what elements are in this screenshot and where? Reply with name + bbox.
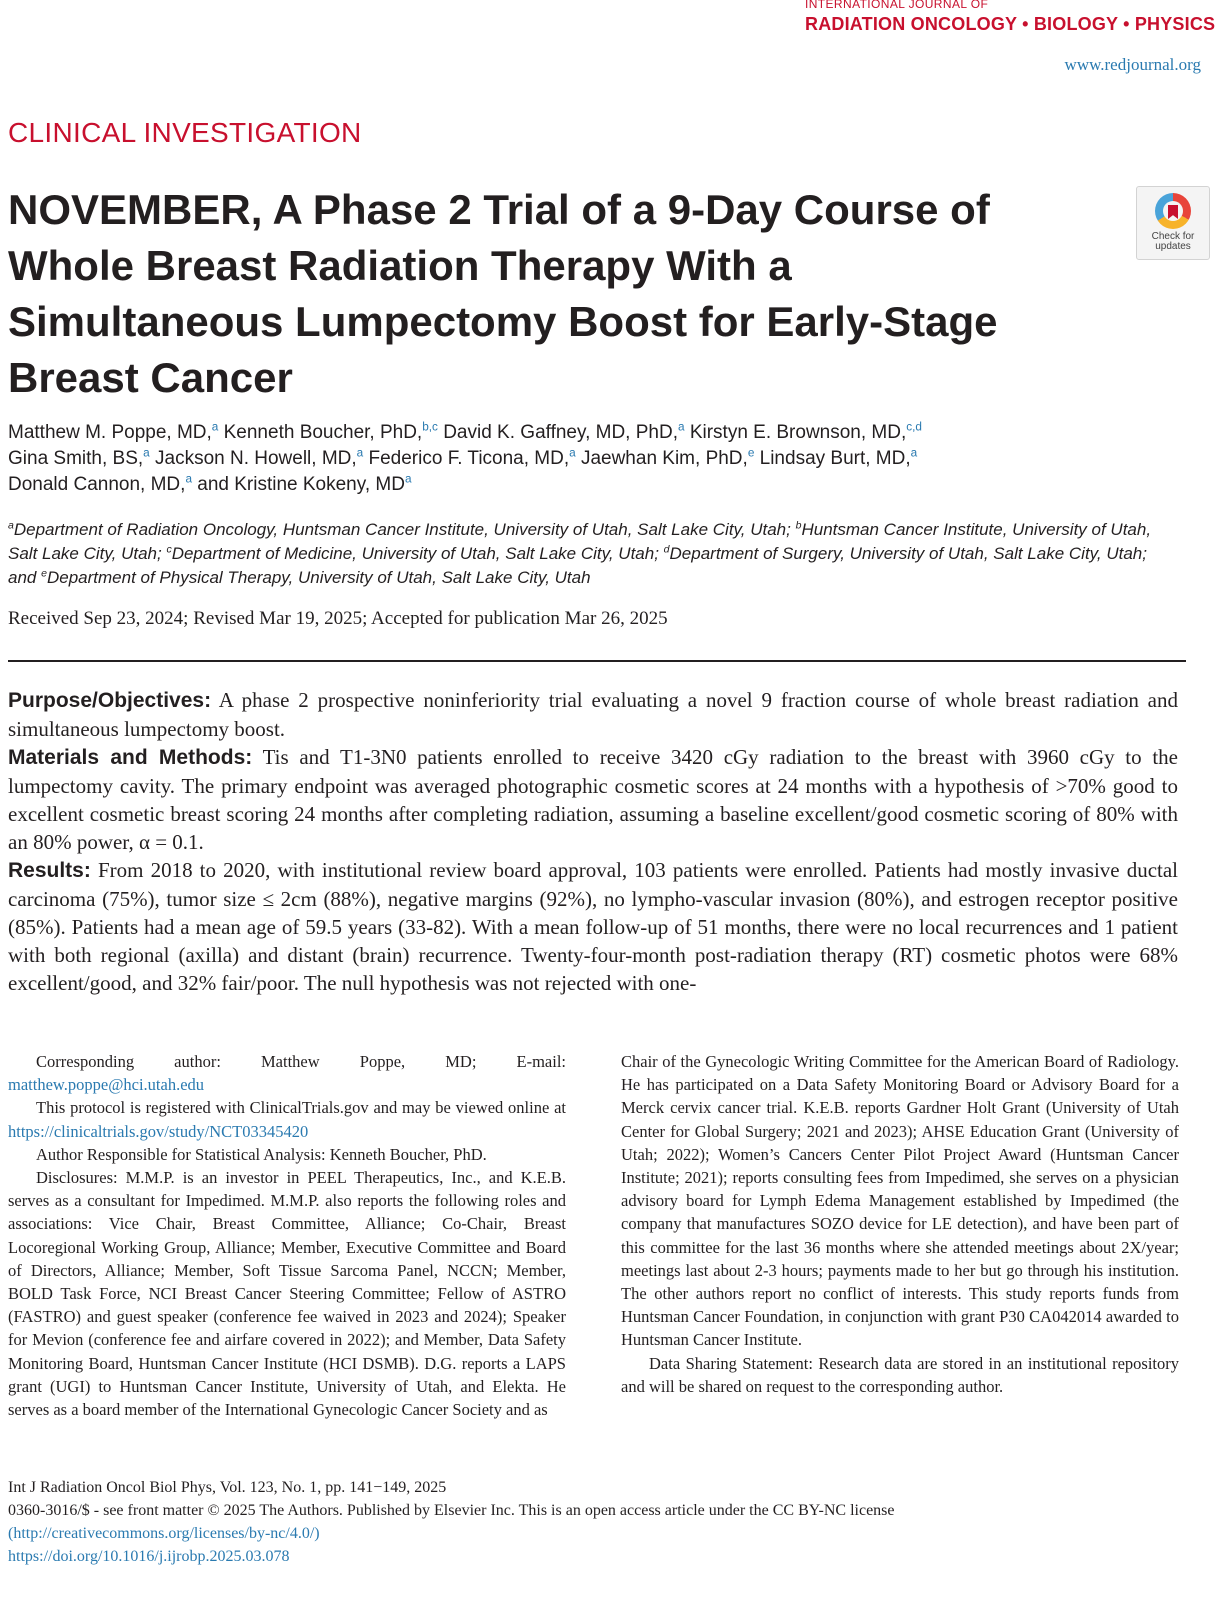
license-text: 0360-3016/$ - see front matter © 2025 The Authors. Published by Elsevier Inc. This is an open access article under the CC BY-NC license — [8, 1502, 895, 1519]
author — [443, 422, 684, 443]
purpose-text: A phase 2 prospective noninferiority trial evaluating a novel 9 fraction course of whole breast radiation and simultaneous lumpectomy boost. — [8, 688, 1178, 741]
disclosures-note: Disclosures: M.M.P. is an investor in PEEL Therapeutics, Inc., and K.E.B. serves as a consultant for Impedimed. M.M.P. also reports the following roles and associations: Vice Chair, Breast Committee, Alliance; Co-Chair, Breast Locoregional Working Group, Alliance; Member, Executive Committee and Board of Directors, Alliance; Member, Soft Tissue Sarcoma Panel, NCCN; Member, BOLD Task Force, NCI Breast Cancer Steering Committee; Fellow of ASTRO (FASTRO) and guest speaker (conference fee waived in 2023 and 2024); Speaker for Mevion (conference fee and airfare covered in 2022); and Member, Data Safety Monitoring Board, Huntsman Cancer Institute (HCI DSMB). D.G. reports a LAPS grant (UGI) to Huntsman Cancer Institute, University of Utah, and Elekta. He serves as a board member of the International Gynecologic Cancer Society and as — [8, 1168, 566, 1420]
results-text: From 2018 to 2020, with institutional review board approval, 103 patients were enrolled. Patients had mostly invasive ductal carcinoma (75%), tumor size ≤ 2cm (88%), negative margins (92%), no lympho-vascular invasion (80%), and estrogen receptor positive (85%). Patients had a mean age of 59.5 years (33-82). With a mean follow-up of 51 months, there were no local recurrences and 1 patient with both regional (axilla) and distant (brain) recurrence. Twenty-four-month post-radiation therapy (RT) cosmetic photos were 68% excellent/good, and 32% fair/poor. The null hypothesis was not rejected with one- — [8, 858, 1179, 995]
affiliation-marker[interactable]: a — [356, 446, 364, 460]
journal-website-link[interactable]: www.redjournal.org — [1064, 55, 1201, 74]
affiliation-mark: b — [795, 519, 802, 532]
author — [8, 422, 218, 443]
affiliation — [41, 568, 590, 587]
affiliation — [166, 544, 659, 563]
affiliation-mark: c — [166, 543, 172, 556]
author — [690, 422, 922, 443]
author-name: Federico F. Ticona, MD, — [368, 448, 570, 469]
author — [155, 448, 363, 469]
author-name: Donald Cannon, MD, — [8, 474, 186, 495]
affiliation-text: Huntsman Cancer Institute, University of Utah, Salt Lake City, Utah; — [8, 520, 1152, 563]
affiliation-marker[interactable]: a — [143, 446, 150, 460]
author — [8, 474, 192, 495]
affiliation-text: Department of Radiation Oncology, Huntsman Cancer Institute, University of Utah, Salt Lake City, Utah; — [13, 520, 791, 539]
divider — [8, 660, 1186, 662]
affiliation-marker[interactable]: a — [185, 472, 192, 486]
footnotes-right-column — [621, 1050, 1179, 1398]
affiliation-marker[interactable]: c,d — [906, 420, 922, 434]
affiliation-marker[interactable]: e — [747, 446, 755, 460]
affiliation-marker[interactable]: a — [910, 446, 918, 460]
methods-text: Tis and T1-3N0 patients enrolled to receive 3420 cGy radiation to the breast with 3960 cGy to the lumpectomy cavity. The primary endpoint was averaged photographic cosmetic scores at 24 months with a hypothesis of >70% good to excellent cosmetic breast scoring 24 months after completing radiation, assuming a baseline excellent/good cosmetic scoring of 80% with an 80% power, α = 0.1. — [8, 745, 1178, 854]
affiliation-mark: e — [41, 567, 47, 580]
affiliations — [8, 518, 1178, 590]
article-dates: Received Sep 23, 2024; Revised Mar 19, 2025; Accepted for publication Mar 26, 2025 — [8, 608, 668, 629]
license-link[interactable]: (http://creativecommons.org/licenses/by-nc/4.0/) — [8, 1525, 320, 1542]
statistics-note: Author Responsible for Statistical Analysis: Kenneth Boucher, PhD. — [36, 1144, 487, 1164]
results-label: Results: — [8, 859, 91, 882]
corresponding-author-note: Corresponding author: Matthew Poppe, MD; E-mail: matthew.poppe@hci.utah.edu — [8, 1052, 566, 1095]
author-name: Gina Smith, BS, — [8, 448, 144, 469]
affiliation — [8, 520, 791, 539]
author-name: Kirstyn E. Brownson, MD, — [689, 422, 907, 443]
author-name: and Kristine Kokeny, MD — [197, 474, 405, 495]
corresponding-email-link[interactable]: matthew.poppe@hci.utah.edu — [8, 1075, 205, 1095]
data-sharing-note: Data Sharing Statement: Research data are stored in an institutional repository and will be shared on request to the corresponding author. — [621, 1353, 1179, 1396]
author-name: David K. Gaffney, MD, PhD, — [443, 422, 678, 443]
check-for-updates-badge[interactable] — [1136, 186, 1210, 260]
author-name: Jaewhan Kim, PhD, — [580, 448, 748, 469]
clinicaltrials-link[interactable]: https://clinicaltrials.gov/study/NCT03345420 — [8, 1121, 309, 1141]
purpose-label: Purpose/Objectives: — [8, 689, 212, 712]
journal-name-line2: RADIATION ONCOLOGY • BIOLOGY • PHYSICS — [805, 14, 1216, 34]
author-name: Lindsay Burt, MD, — [759, 448, 911, 469]
author — [760, 448, 918, 469]
page-footer — [8, 1476, 1208, 1568]
affiliation-text: Department of Surgery, University of Utah, Salt Lake City, Utah; and — [8, 544, 1147, 587]
abstract — [8, 686, 1178, 997]
affiliation-text: Department of Physical Therapy, University of Utah, Salt Lake City, Utah — [46, 568, 591, 587]
author — [224, 422, 438, 443]
affiliation-marker[interactable]: a — [404, 472, 412, 486]
author — [369, 448, 576, 469]
author — [197, 474, 411, 495]
author — [581, 448, 754, 469]
affiliation-marker[interactable]: a — [211, 420, 219, 434]
author — [8, 448, 150, 469]
affiliation-mark: a — [8, 519, 14, 532]
affiliation-marker[interactable]: a — [569, 446, 576, 460]
affiliation-text: Department of Medicine, University of Utah, Salt Lake City, Utah; — [171, 544, 659, 563]
methods-label: Materials and Methods: — [8, 746, 253, 769]
protocol-note: This protocol is registered with ClinicalTrials.gov and may be viewed online at https://clinicaltrials.gov/study/NCT03345420 — [8, 1098, 566, 1141]
disclosures-continued: Chair of the Gynecologic Writing Committee for the American Board of Radiology. He has participated on a Data Safety Monitoring Board or Advisory Board for a Merck cervix cancer trial. K.E.B. reports Gardner Holt Grant (University of Utah Center for Global Surgery; 2021 and 2023); AHSE Education Grant (University of Utah; 2022); Women’s Cancers Center Pilot Project Award (Huntsman Cancer Institute; 2021); reports consulting fees from Impedimed, she serves on a physician advisory board for Lymph Edema Management established by Impedimed (the company that manufactures SOZO device for LE detection), and have been part of this committee for the last 36 months where she attended meetings about 2X/year; meetings last about 2-3 hours; payments made to her but go through his institution. The other authors report no conflict of interests. This study reports funds from Huntsman Cancer Foundation, in conjunction with grant P30 CA042014 awarded to Huntsman Cancer Institute. — [621, 1052, 1179, 1350]
affiliation-marker[interactable]: a — [677, 420, 685, 434]
citation: Int J Radiation Oncol Biol Phys, Vol. 123, No. 1, pp. 141−149, 2025 — [8, 1479, 447, 1496]
footnotes-left-column — [8, 1050, 566, 1421]
journal-name-line1: INTERNATIONAL JOURNAL OF — [805, 0, 989, 11]
affiliation-marker[interactable]: b,c — [422, 420, 438, 434]
author-name: Jackson N. Howell, MD, — [155, 448, 357, 469]
author-name: Kenneth Boucher, PhD, — [223, 422, 423, 443]
affiliation-mark: d — [663, 543, 670, 556]
author-list — [8, 420, 1178, 498]
doi-link[interactable]: https://doi.org/10.1016/j.ijrobp.2025.03.078 — [8, 1548, 290, 1565]
author-name: Matthew M. Poppe, MD, — [8, 422, 212, 443]
check-for-updates-label: Check for updates — [1151, 231, 1195, 252]
article-title: NOVEMBER, A Phase 2 Trial of a 9-Day Course of Whole Breast Radiation Therapy With a Simultaneous Lumpectomy Boost for Early-Stage Breast Cancer — [8, 186, 998, 401]
section-label: CLINICAL INVESTIGATION — [8, 117, 362, 148]
